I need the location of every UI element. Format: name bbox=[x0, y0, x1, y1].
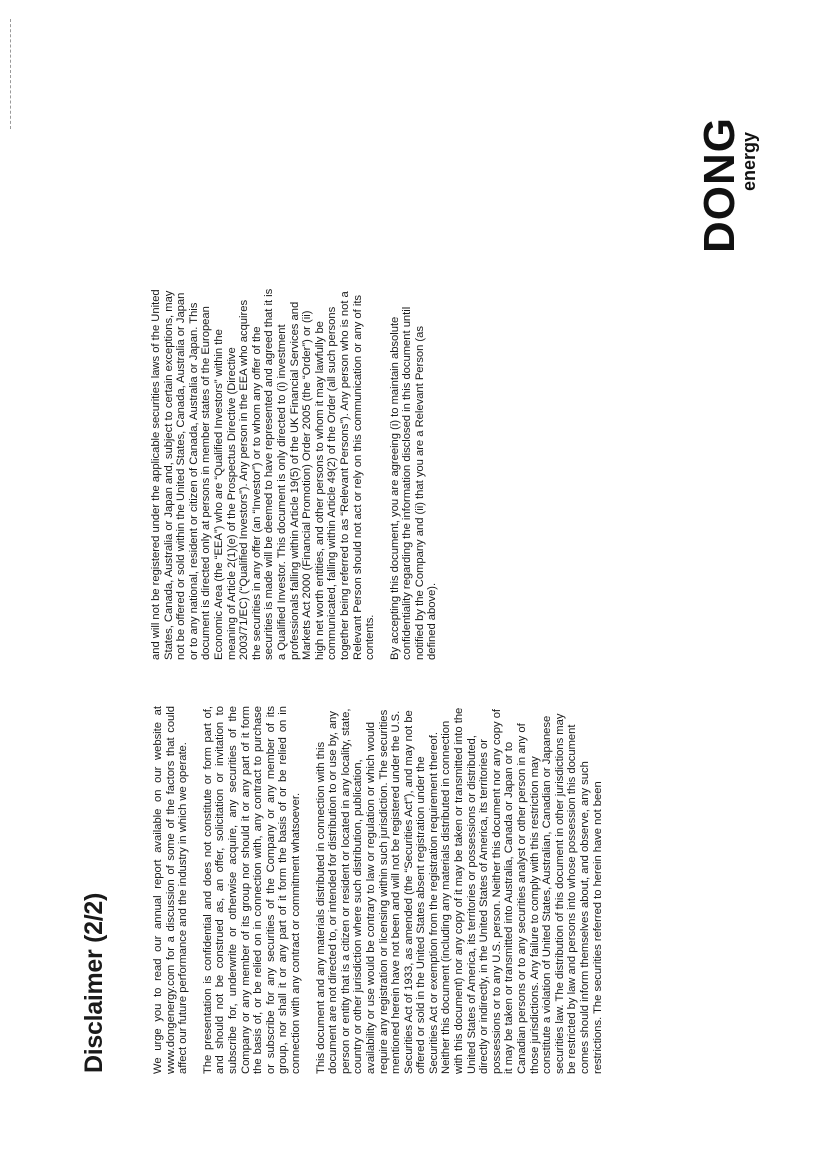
paragraph-confidential: The presentation is confidential and does not constitute or form part of, and should not be construed as, an offer, solicitation or invitation to subscribe for, underwrite or otherwise acquire, any securities of the Company or any member of its group nor should it or any part of it form the basis of, or be relied on in connection with, any contract to purchase or subscribe for any securities of the Company or any member of its group, nor shall it or any part of it form the basis of or be relied on in connection with any contract or commitment whatsoever. bbox=[201, 706, 302, 1074]
right-column bbox=[150, 288, 451, 660]
paragraph-acceptance: By accepting this document, you are agreeing (i) to maintain absolute confidentiality regarding the information disclosed in this document until notified by the Company and (ii) that you are a Relevant Person (as defined above). bbox=[388, 306, 439, 660]
paragraph-registration: and will not be registered under the applicable securities laws of the United States, Canada, Australia or Japan and, subject to certain exceptions, may not be offered or sold within the United States, Canada, Australia or Japan or to any national, resident or citizen of Canada, Australia or Japan. This document is directed only at persons in member states of the European Economic Area (the “EEA”) who are “Qualified Investors” within the meaning of Article 2(1)(e) of the Prospectus Directive (Directive 2003/71/EC) (“Qualified Investors”). Any person in the EEA who acquires the securities in any offer (an “Investor”) or to whom any offer of the securities is made will be deemed to have represented and agreed that it is a Qualified Investor. This document is only directed to (i) investment professionals falling within Article 19(5) of the UK Financial Services and Markets Act 2000 (Financial Promotion) Order 2005 (the “Order”) or (ii) high net worth entities, and other persons to whom it may lawfully be communicated, falling within Article 49(2) of the Order (all such persons together being referred to as “Relevant Persons”). Any person who is not a Relevant Person should not act or rely on this communication or any of its contents. bbox=[150, 288, 377, 660]
left-column bbox=[152, 706, 616, 1074]
page-title: Disclaimer (2/2) bbox=[80, 892, 108, 1073]
logo-wordmark: DONG bbox=[695, 117, 744, 253]
paragraph-annual-report: We urge you to read our annual report available on our website at www.dongenergy.com for a discussion of some of the factors that could affect our future performance and the industry in which we operate. bbox=[152, 706, 190, 1074]
logo-subtext: energy bbox=[739, 131, 759, 191]
dong-energy-logo bbox=[695, 93, 759, 253]
paragraph-distribution: This document and any materials distributed in connection with this document are not directed to, or intended for distribution to or use by, any person or entity that is a citizen or resident or located in any locality, state, country or other jurisdiction where such distribution, publication, availability or use would be contrary to law or regulation or which would require any registration or licensing within such jurisdiction. The securities mentioned herein have not been and will not be registered under the U.S. Securities Act of 1933, as amended (the “Securities Act”), and may not be offered or sold in the United States absent registration under the Securities Act or exemption from the registration requirement thereof. Neither this document (including any materials distributed in connection with this document) nor any copy of it may be taken or transmitted into the United States of America, its territories or possessions or distributed, directly or indirectly, in the United States of America, its territories or possessions or to any U.S. person. Neither this document nor any copy of it may be taken or transmitted into Australia, Canada or Japan or to Canadian persons or to any securities analyst or other person in any of those jurisdictions. Any failure to comply with this restriction may constitute a violation of United States, Australian, Canadian or Japanese securities law. The distribution of this document in other jurisdictions may be restricted by law and persons into whose possession this document comes should inform themselves about, and observe, any such restrictions. The securities referred to herein have not been bbox=[314, 707, 604, 1074]
scan-edge-marks bbox=[10, 19, 13, 129]
